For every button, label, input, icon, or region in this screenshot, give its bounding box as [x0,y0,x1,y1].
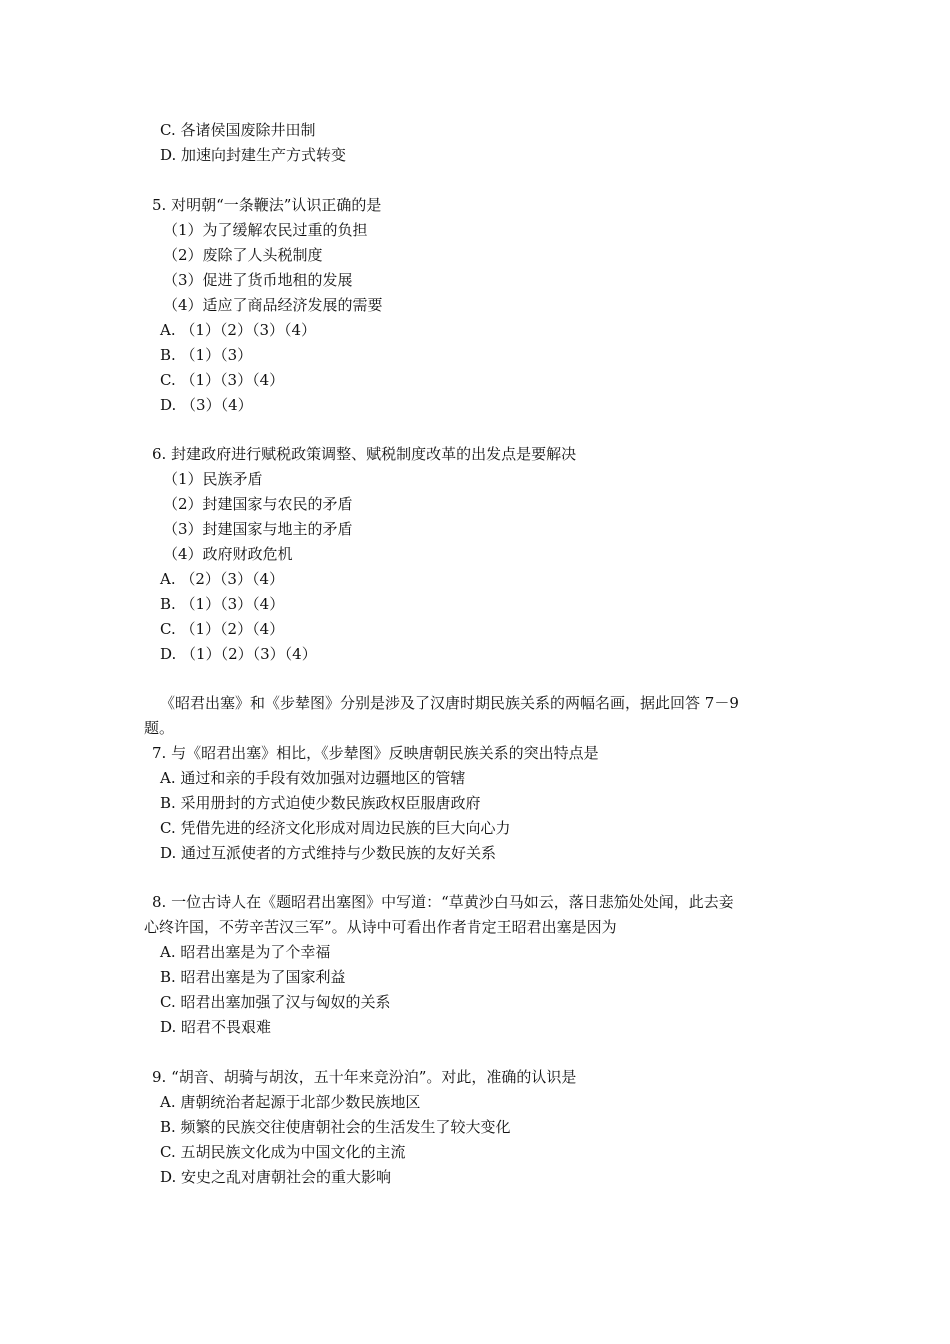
q8-option-b: B. 昭君出塞是为了国家利益 [160,968,346,986]
intro-line-2: 题。 [144,719,175,737]
q5-item-4: （4）适应了商品经济发展的需要 [163,296,383,314]
q5-item-1: （1）为了缓解农民过重的负担 [163,221,368,239]
q9-option-b: B. 频繁的民族交往使唐朝社会的生活发生了较大变化 [160,1118,511,1136]
intro-line-1: 《昭君出塞》和《步辇图》分别是涉及了汉唐时期民族关系的两幅名画，据此回答 7－9 [160,694,739,712]
q6-option-b: B. （1）（3）（4） [160,595,285,613]
q8-option-c: C. 昭君出塞加强了汉与匈奴的关系 [160,993,391,1011]
q8-option-a: A. 昭君出塞是为了个幸福 [160,943,331,961]
q9-stem: 9. “胡音、胡骑与胡汝，五十年来竞汾泊”。对此，准确的认识是 [152,1068,577,1086]
q5-option-a: A. （1）（2）（3）（4） [160,321,317,339]
q8-option-d: D. 昭君不畏艰难 [160,1018,272,1036]
q9-option-d: D. 安史之乱对唐朝社会的重大影响 [160,1168,392,1186]
q7-option-d: D. 通过互派使者的方式维持与少数民族的友好关系 [160,844,497,862]
q4-option-d: D. 加速向封建生产方式转变 [160,146,347,164]
q6-option-a: A. （2）（3）（4） [160,570,284,588]
q5-option-d: D. （3）（4） [160,396,253,414]
q9-option-a: A. 唐朝统治者起源于北部少数民族地区 [160,1093,421,1111]
q6-option-c: C. （1）（2）（4） [160,620,285,638]
q7-option-a: A. 通过和亲的手段有效加强对边疆地区的管辖 [160,769,466,787]
q8-stem-line-2: 心终许国，不劳辛苦汉三军”。从诗中可看出作者肯定王昭君出塞是因为 [144,918,617,936]
q7-option-c: C. 凭借先进的经济文化形成对周边民族的巨大向心力 [160,819,511,837]
q6-item-1: （1）民族矛盾 [163,470,263,488]
q5-option-c: C. （1）（3）（4） [160,371,285,389]
q5-option-b: B. （1）（3） [160,346,253,364]
q8-stem-line-1: 8. 一位古诗人在《题昭君出塞图》中写道：“草黄沙白马如云，落日悲笳处处闻，此去妾 [152,893,734,911]
q6-stem: 6. 封建政府进行赋税政策调整、赋税制度改革的出发点是要解决 [152,445,577,463]
q6-option-d: D. （1）（2）（3）（4） [160,645,317,663]
q9-option-c: C. 五胡民族文化成为中国文化的主流 [160,1143,406,1161]
q6-item-3: （3）封建国家与地主的矛盾 [163,520,353,538]
q5-item-3: （3）促进了货币地租的发展 [163,271,353,289]
q4-option-c: C. 各诸侯国废除井田制 [160,121,316,139]
q7-option-b: B. 采用册封的方式迫使少数民族政权臣服唐政府 [160,794,481,812]
q6-item-4: （4）政府财政危机 [163,545,293,563]
q5-stem: 5. 对明朝“一条鞭法”认识正确的是 [152,196,382,214]
q7-stem: 7. 与《昭君出塞》相比，《步辇图》反映唐朝民族关系的突出特点是 [152,744,599,762]
q6-item-2: （2）封建国家与农民的矛盾 [163,495,353,513]
q5-item-2: （2）废除了人头税制度 [163,246,323,264]
